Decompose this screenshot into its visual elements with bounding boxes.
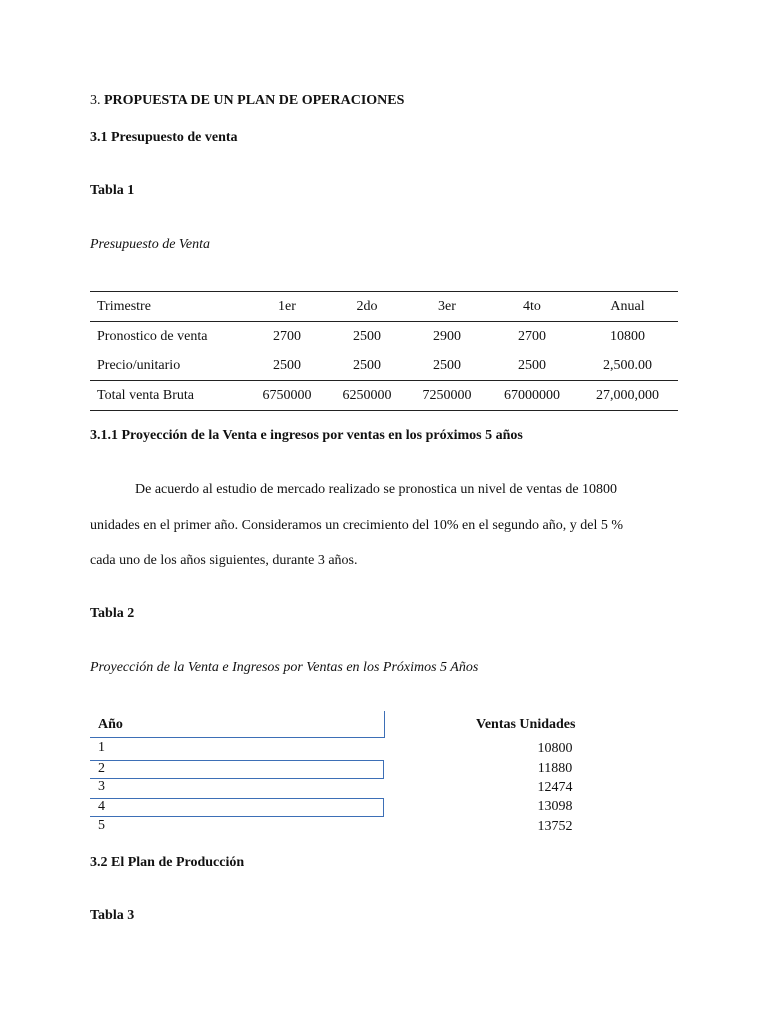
table-row [90, 798, 384, 817]
header-cell: 4to [487, 292, 577, 322]
year-cell: 5 [98, 818, 105, 833]
table-cell: 2500 [433, 357, 461, 373]
subsection-3-1-1-heading: 3.1.1 Proyección de la Venta e ingresos por ventas en los próximos 5 años [90, 428, 523, 443]
table-row [90, 760, 384, 779]
section-number: 3. [90, 93, 101, 108]
units-cell: 13752 [537, 819, 573, 834]
row-label: Total venta Bruta [90, 381, 247, 411]
year-cell: 4 [98, 799, 105, 814]
header-cell: Anual [577, 292, 678, 322]
header-cell: 1er [247, 292, 327, 322]
table-row [90, 740, 384, 759]
year-cell: 2 [98, 761, 105, 776]
row-label: Precio/unitario [97, 357, 181, 373]
table3-label: Tabla 3 [90, 908, 135, 923]
table-cell: 7250000 [407, 381, 487, 411]
body-paragraph [90, 472, 670, 579]
section-title: PROPUESTA DE UN PLAN DE OPERACIONES [104, 93, 405, 108]
table2-caption: Proyección de la Venta e Ingresos por Ventas en los Próximos 5 Años [90, 660, 479, 675]
units-cell: 11880 [537, 761, 573, 776]
sales-budget-table [90, 291, 678, 411]
table-cell: 67000000 [487, 381, 577, 411]
header-cell: 2do [327, 292, 407, 322]
units-cell: 10800 [537, 741, 573, 756]
paragraph-line: cada uno de los años siguientes, durante 3 años. [90, 553, 358, 568]
year-cell: 1 [98, 740, 105, 755]
table-cell: 10800 [610, 328, 645, 344]
header-cell: Trimestre [90, 292, 247, 322]
subsection-3-2-heading: 3.2 El Plan de Producción [90, 855, 245, 870]
table-cell: 2700 [518, 328, 546, 344]
table1-label: Tabla 1 [90, 183, 135, 198]
table-row [90, 351, 678, 381]
table-row [90, 322, 678, 352]
subsection-3-1-heading: 3.1 Presupuesto de venta [90, 130, 238, 145]
paragraph-line: unidades en el primer año. Consideramos un crecimiento del 10% en el segundo año, y del 5 % [90, 517, 624, 533]
table2-header-box [90, 711, 385, 738]
units-cell: 13098 [537, 799, 573, 814]
table-cell: 2500 [353, 328, 381, 344]
paragraph-line: De acuerdo al estudio de mercado realizado se pronostica un nivel de ventas de 10800 [135, 482, 618, 497]
year-cell: 3 [98, 779, 105, 794]
col-header-year: Año [98, 717, 123, 732]
table-cell: 2,500.00 [603, 357, 652, 373]
units-cell: 12474 [537, 780, 573, 795]
section-heading [90, 93, 404, 109]
table-row [90, 818, 384, 837]
table-cell: 2700 [273, 328, 301, 344]
table-cell: 2500 [518, 357, 546, 373]
table-header-row [90, 292, 678, 322]
table2-label: Tabla 2 [90, 606, 135, 621]
table-cell: 27,000,000 [577, 381, 678, 411]
table-cell: 6250000 [327, 381, 407, 411]
table-cell: 2500 [273, 357, 301, 373]
table-cell: 2900 [433, 328, 461, 344]
row-label: Pronostico de venta [97, 328, 208, 344]
header-cell: 3er [407, 292, 487, 322]
table-cell: 6750000 [247, 381, 327, 411]
col-header-units: Ventas Unidades [476, 717, 576, 732]
table-row [90, 779, 384, 798]
table-total-row [90, 381, 678, 411]
table-cell: 2500 [353, 357, 381, 373]
table1-caption: Presupuesto de Venta [90, 237, 211, 252]
